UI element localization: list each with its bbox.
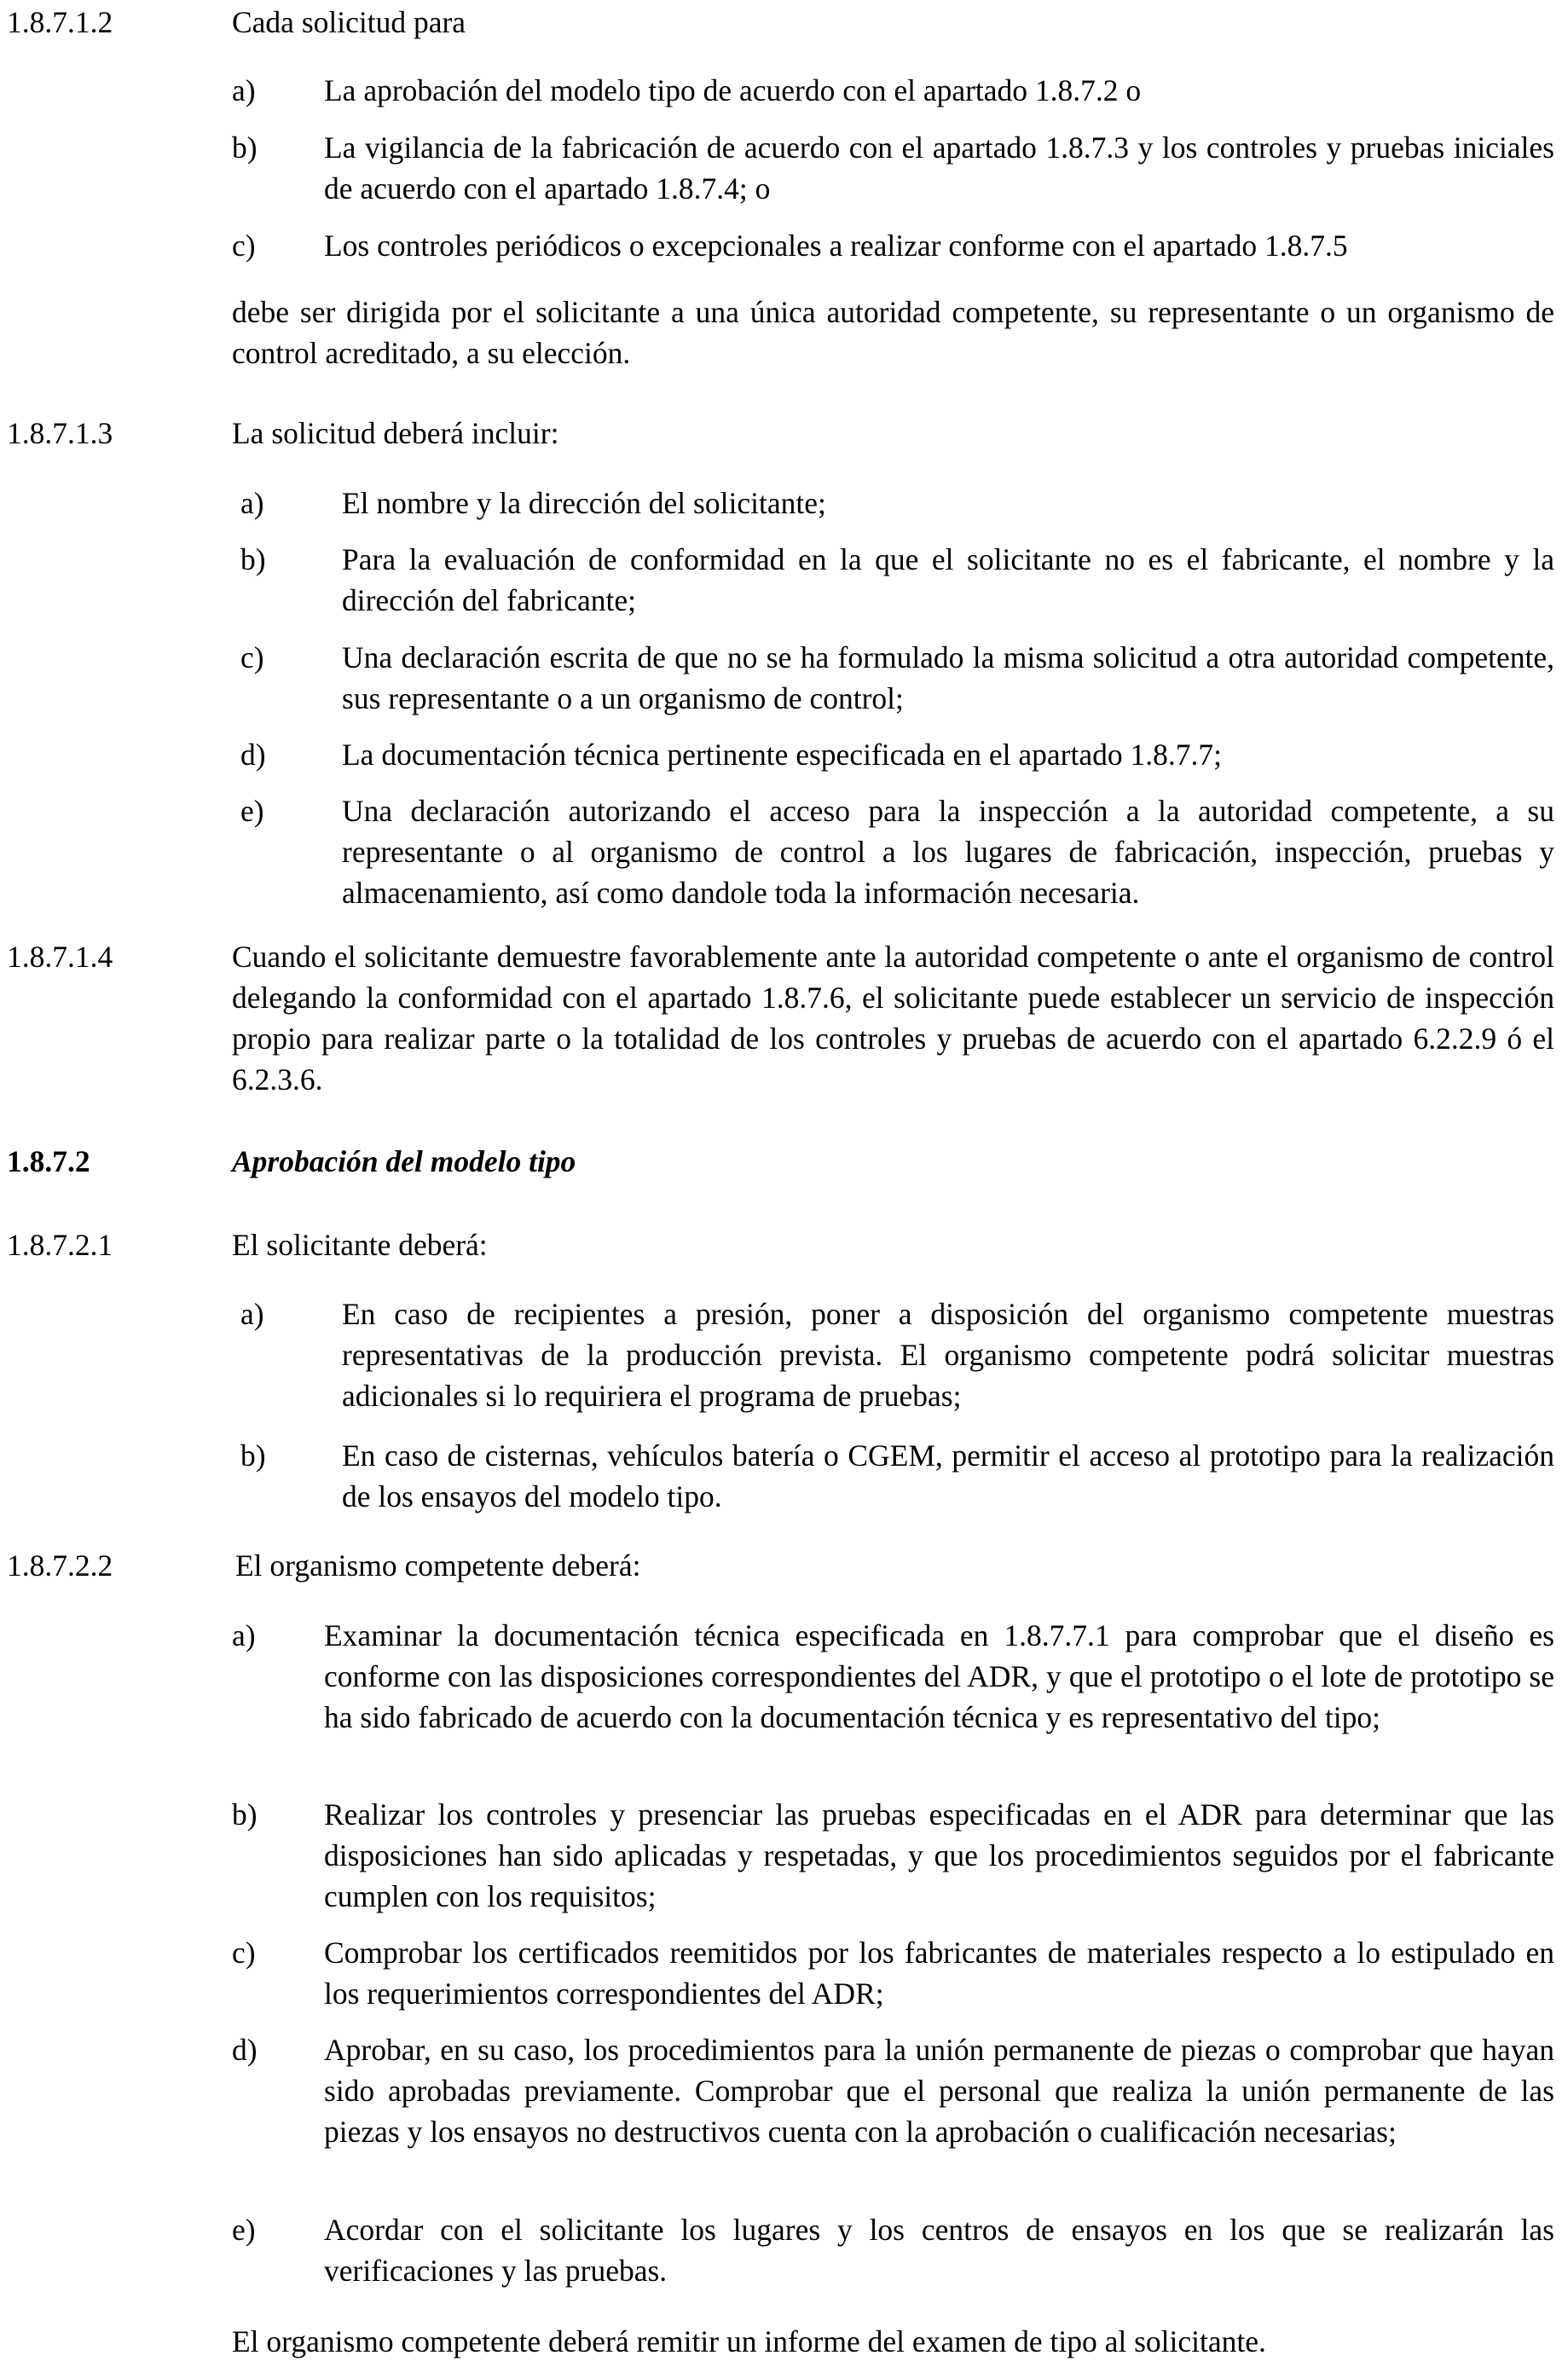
list-item-text: El nombre y la dirección del solicitante;	[342, 486, 826, 520]
list-marker: e)	[240, 794, 264, 828]
section-number: 1.8.7.2.1	[7, 1228, 113, 1262]
section-heading: Aprobación del modelo tipo	[232, 1144, 576, 1178]
list-marker: b)	[240, 542, 266, 576]
list-item-text: Para la evaluación de conformidad en la que el solicitante no es el fabricante, el nombre y la dirección del fabricante;	[342, 542, 1554, 617]
list-marker: b)	[232, 130, 257, 165]
section-intro: La solicitud deberá incluir:	[232, 416, 559, 450]
list-item-text: Comprobar los certificados reemitidos por los fabricantes de materiales respecto a lo estipulado en los requerimientos correspondientes del ADR;	[324, 1936, 1554, 2011]
list-item-text: Aprobar, en su caso, los procedimientos para la unión permanente de piezas o comprobar que hayan sido aprobadas previamente. Comprobar que el personal que realiza la unión permanente de las piezas y los ensayos no destructivos cuenta con la aprobación o cualificación necesarias;	[324, 2033, 1554, 2149]
list-item-text: La vigilancia de la fabricación de acuerdo con el apartado 1.8.7.3 y los controles y pruebas iniciales de acuerdo con el apartado 1.8.7.4; o	[324, 130, 1554, 205]
section-number: 1.8.7.1.2	[7, 5, 113, 39]
list-item-text: Acordar con el solicitante los lugares y los centros de ensayos en los que se realizarán las verificaciones y las pruebas.	[324, 2213, 1554, 2288]
list-marker: b)	[232, 1797, 257, 1832]
list-marker: b)	[240, 1438, 266, 1473]
list-marker: a)	[232, 73, 256, 107]
list-marker: c)	[232, 1936, 256, 1970]
section-intro: El solicitante deberá:	[232, 1228, 488, 1262]
list-item-text: En caso de recipientes a presión, poner a disposición del organismo competente muestras representativas de la producción prevista. El organismo competente podrá solicitar muestras adicionales si lo requiriera el programa de pruebas;	[342, 1297, 1554, 1413]
section-heading-number: 1.8.7.2	[7, 1144, 90, 1178]
list-marker: a)	[240, 486, 264, 520]
list-item-text: En caso de cisternas, vehículos batería o CGEM, permitir el acceso al prototipo para la realización de los ensayos del modelo tipo.	[342, 1438, 1554, 1513]
section-closing: debe ser dirigida por el solicitante a una única autoridad competente, su representante o un organismo de control acreditado, a su elección.	[232, 295, 1554, 370]
section-closing: El organismo competente deberá remitir un informe del examen de tipo al solicitante.	[232, 2324, 1266, 2358]
section-intro: Cada solicitud para	[232, 5, 466, 39]
list-marker: c)	[232, 229, 256, 263]
list-marker: a)	[240, 1297, 264, 1331]
list-item-text: Examinar la documentación técnica especificada en 1.8.7.7.1 para comprobar que el diseño es conforme con las disposiciones correspondientes del ADR, y que el prototipo o el lote de prototipo se ha sido fabricado de acuerdo con la documentación técnica y es representativo del tipo;	[324, 1618, 1554, 1734]
list-marker: e)	[232, 2213, 256, 2247]
list-item-text: La documentación técnica pertinente especificada en el apartado 1.8.7.7;	[342, 738, 1222, 772]
list-item-text: Los controles periódicos o excepcionales a realizar conforme con el apartado 1.8.7.5	[324, 229, 1348, 263]
list-item-text: Realizar los controles y presenciar las pruebas especificadas en el ADR para determinar que las disposiciones han sido aplicadas y respetadas, y que los procedimientos seguidos por el fabricante cumplen con los requisitos;	[324, 1797, 1554, 1913]
list-item-text: La aprobación del modelo tipo de acuerdo con el apartado 1.8.7.2 o	[324, 73, 1142, 107]
list-marker: d)	[232, 2033, 257, 2067]
section-number: 1.8.7.1.4	[7, 940, 113, 974]
section-intro: El organismo competente deberá:	[235, 1548, 641, 1583]
list-item-text: Una declaración autorizando el acceso para la inspección a la autoridad competente, a su representante o al organismo de control a los lugares de fabricación, inspección, pruebas y almacenamiento, así como dandole toda la información necesaria.	[342, 794, 1554, 910]
section-number: 1.8.7.1.3	[7, 416, 113, 450]
list-marker: d)	[240, 738, 266, 772]
list-marker: a)	[232, 1618, 256, 1652]
list-item-text: Una declaración escrita de que no se ha formulado la misma solicitud a otra autoridad competente, sus representante o a un organismo de control;	[342, 640, 1554, 715]
section-paragraph: Cuando el solicitante demuestre favorablemente ante la autoridad competente o ante el organismo de control delegando la conformidad con el apartado 1.8.7.6, el solicitante puede establecer un servicio de inspección propio para realizar parte o la totalidad de los controles y pruebas de acuerdo con el apartado 6.2.2.9 ó el 6.2.3.6.	[232, 940, 1554, 1097]
section-number: 1.8.7.2.2	[7, 1548, 113, 1583]
list-marker: c)	[240, 640, 264, 674]
